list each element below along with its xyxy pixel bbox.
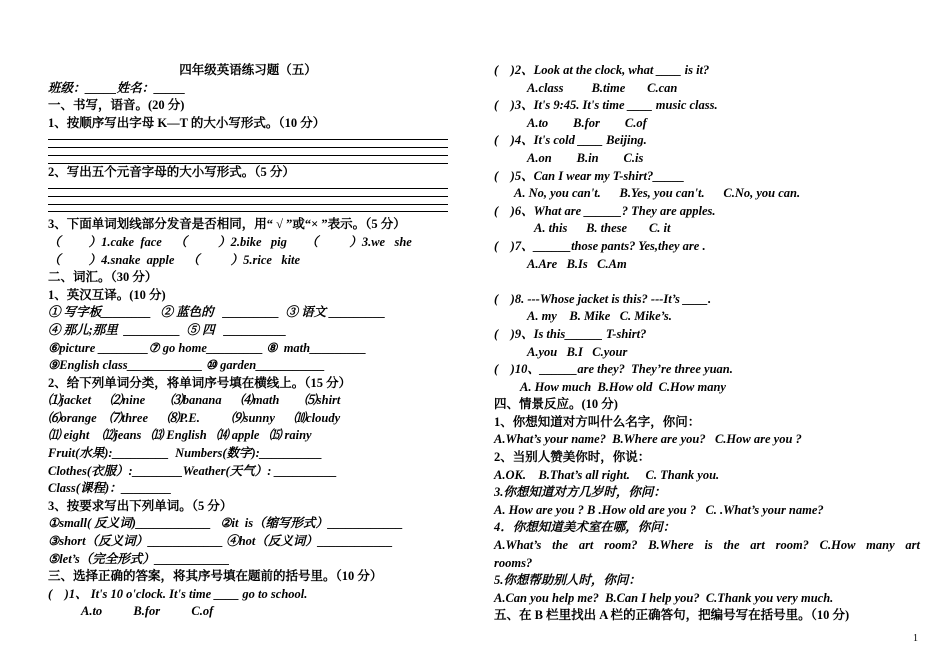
word: the: [552, 538, 569, 553]
mc-question-4: ( )4、It's cold ____ Beijing.: [494, 133, 647, 148]
classify-words-row-2: ⑹orange ⑺three ⑻P.E. ⑼sunny ⑽cloudy: [48, 410, 341, 425]
mc-options-3: A.to B.for C.of: [527, 115, 647, 130]
mc-options-8: A. my B. Mike C. Mike’s.: [527, 309, 672, 324]
mc-options-10: A. How much B.How old C.How many: [520, 379, 726, 394]
translate-row-1: ① 写字板________ ② 蓝色的 _________ ③ 语文 _________: [48, 305, 386, 320]
word-form-row-2: ③short（反义词）____________ ④hot（反义词）____________: [48, 534, 393, 549]
response-question-2: 2、当别人赞美你时，你说：: [494, 450, 651, 465]
classify-words-row-1: ⑴jacket ⑵nine ⑶banana ⑷math ⑸shirt: [48, 393, 341, 408]
writing-line: [48, 181, 448, 189]
response-options-1: A.What’s your name? B.Where are you? C.How are you ?: [494, 432, 802, 447]
mc-question-6: ( )6、What are ______? They are apples.: [494, 203, 716, 218]
writing-line: [48, 132, 448, 140]
section-4-heading: 四、情景反应。(10 分): [494, 397, 618, 412]
mc-question-10: ( )10、______are they? They’re three yuan.: [494, 362, 733, 377]
response-question-1: 1、你想知道对方叫什么名字，你问：: [494, 414, 701, 429]
translate-row-2: ④ 那儿;那里 _________ ⑤ 四 __________: [48, 322, 287, 337]
writing-line: [48, 205, 448, 213]
response-options-5: A.Can you help me? B.Can I help you? C.Thank you very much.: [494, 590, 834, 605]
mc-options-6: A. this B. these C. it: [534, 221, 671, 236]
page-number: 1: [913, 633, 918, 644]
classify-words-row-3: ⑾ eight ⑿jeans ⒀ English ⒁ apple ⒂ rainy: [48, 428, 312, 443]
response-question-3: 3.你想知道对方几岁时，你问：: [494, 485, 666, 500]
word: is: [704, 538, 713, 553]
writing-line: [48, 140, 448, 148]
word: art: [578, 538, 594, 553]
section-2-heading: 二、词汇。（30 分）: [48, 270, 158, 285]
question-1-2: 2、写出五个元音字母的大小写形式。（5 分）: [48, 164, 295, 179]
mc-question-3: ( )3、It's 9:45. It's time ____ music class.: [494, 98, 718, 113]
question-1-1: 1、按顺序写出字母 K—T 的大小写形式。（10 分）: [48, 115, 326, 130]
phonics-row-1: （ ）1.cake face （ ）2.bike pig （ ）3.we she: [48, 234, 412, 249]
section-3-heading: 三、选择正确的答案，将其序号填在题前的括号里。（10 分）: [48, 569, 383, 584]
word-form-row-3: ⑤let’s（完全形式）____________: [48, 551, 230, 566]
mc-question-5: ( )5、Can I wear my T-shirt?_____: [494, 168, 685, 183]
word: many: [866, 538, 895, 553]
section-1-heading: 一、书写，语音。(20 分): [48, 98, 185, 113]
class-name-header: 班级：_____姓名：_____: [48, 80, 186, 95]
word: A.What’s: [494, 538, 542, 553]
response-question-5: 5.你想帮助别人时，你问：: [494, 573, 641, 588]
translate-row-4: ⑨English class____________ ⑩ garden___________: [48, 358, 325, 373]
section-5-heading: 五、在 B 栏里找出 A 栏的正确答句，把编号写在括号里。（10 分): [494, 608, 850, 623]
word-form-row-1: ①small( 反义词)____________ ②it is（缩写形式）____________: [48, 516, 404, 531]
right-column: [494, 62, 920, 625]
word: art: [905, 538, 920, 553]
mc-question-7: ( )7、______those pants? Yes,they are .: [494, 238, 706, 253]
question-2-3: 3、按要求写出下列单词。（5 分）: [48, 498, 233, 513]
word: the: [723, 538, 740, 553]
writing-line: [48, 197, 448, 205]
mc-options-1: A.to B.for C.of: [81, 604, 214, 619]
word: B.Where: [648, 538, 694, 553]
phonics-row-2: （ ）4.snake apple （ ）5.rice kite: [48, 252, 301, 267]
mc-options-2: A.class B.time C.can: [527, 80, 678, 95]
mc-question-8: ( )8. ---Whose jacket is this? ---It’s ____.: [494, 291, 712, 306]
page-title: 四年级英语练习题（五）: [179, 63, 317, 77]
question-2-1: 1、英汉互译。(10 分): [48, 287, 166, 302]
word: art: [750, 538, 765, 553]
classify-fruit-numbers: Fruit(水果):_________ Numbers(数字):__________: [48, 446, 323, 461]
mc-options-5: A. No, you can't. B.Yes, you can't. C.No, you can.: [514, 186, 801, 201]
mc-question-1: ( )1、 It's 10 o'clock. It's time ____ go to school.: [48, 586, 308, 601]
question-2-2: 2、给下列单词分类，将单词序号填在横线上。（15 分）: [48, 375, 352, 390]
writing-line: [48, 148, 448, 156]
blank-line: [494, 273, 920, 291]
mc-options-7: A.Are B.Is C.Am: [527, 256, 627, 271]
response-options-3: A. How are you ? B .How old are you ? C. .What’s your name?: [494, 502, 824, 517]
response-options-4: [494, 537, 920, 555]
classify-clothes-weather: Clothes(衣服）:________Weather(天气）: __________: [48, 463, 337, 478]
mc-question-9: ( )9、Is this______ T-shirt?: [494, 326, 647, 341]
question-1-3: 3、下面单词划线部分发音是否相同，用“ √ ”或“× ”表示。（5 分）: [48, 217, 406, 232]
writing-line: [48, 189, 448, 197]
mc-options-9: A.you B.I C.your: [527, 344, 628, 359]
response-options-4-cont: rooms?: [494, 555, 533, 570]
writing-line: [48, 156, 448, 164]
response-options-2: A.OK. B.That’s all right. C. Thank you.: [494, 467, 720, 482]
word: room?: [775, 538, 809, 553]
word: room?: [604, 538, 638, 553]
left-column: [48, 62, 448, 621]
translate-row-3: ⑥picture ________⑦ go home_________ ⑧ math_________: [48, 340, 367, 355]
response-question-4: 4．你想知道美术室在哪，你问：: [494, 520, 676, 535]
mc-question-2: ( )2、Look at the clock, what ____ is it?: [494, 63, 710, 77]
mc-options-4: A.on B.in C.is: [527, 150, 644, 165]
word: C.How: [819, 538, 856, 553]
classify-class: Class(课程)：________: [48, 481, 172, 496]
